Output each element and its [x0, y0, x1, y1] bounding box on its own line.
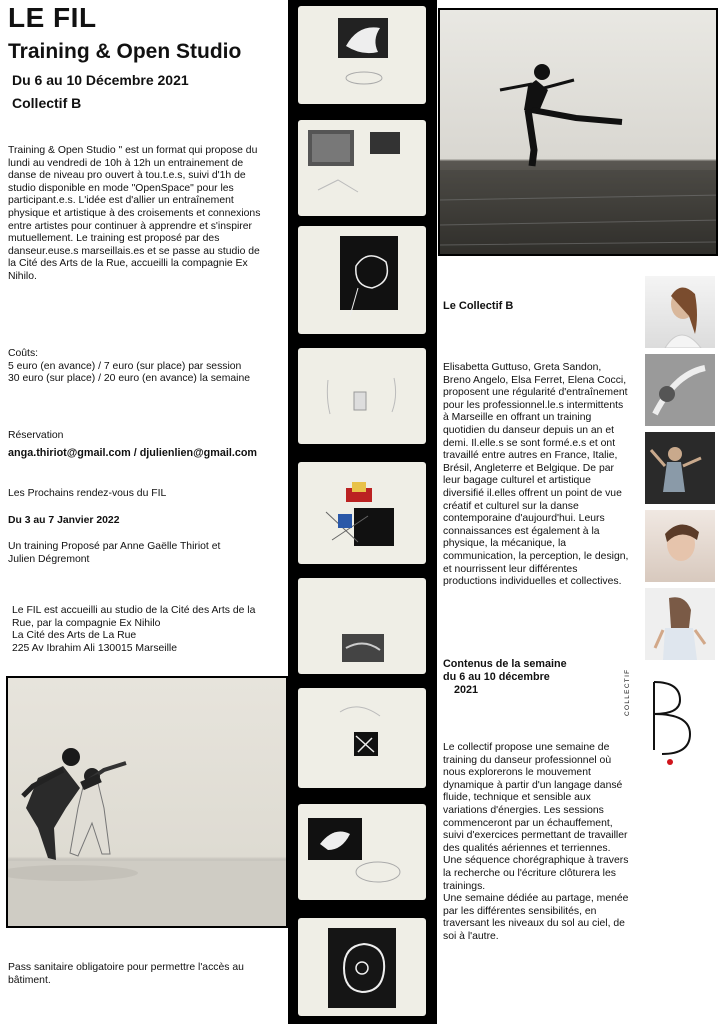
paper-sketch-icon	[298, 348, 426, 444]
intro-line: la Cité des Arts de la Rue, accueilli la compagnie Ex	[8, 258, 248, 270]
ink-drawing-icon	[298, 688, 426, 788]
dancers-figure	[8, 678, 288, 928]
collectif-line: travaillé entre autres en France, Italie,	[443, 450, 618, 462]
dancer-silhouette	[440, 10, 718, 256]
intro-line: Nihilo.	[8, 270, 37, 282]
intro-line: lundi au vendredi de 10h à 12h un entrainement de	[8, 157, 244, 169]
collectif-line: proposent une régularité d'entraînement	[443, 387, 628, 399]
film-frame	[298, 804, 426, 900]
portrait-figure	[645, 588, 715, 660]
intro-line: Training & Open Studio " est un format qui propose du	[8, 145, 258, 156]
collectif-line: productions individuelles et collectives.	[443, 576, 622, 588]
intro-line: entre artistes pour continuer à apprendre et s'inspirer	[8, 220, 252, 232]
collectif-line: communication, la perception, le design,	[443, 550, 629, 562]
intro-line: danse de niveau pro ouvert à tou.t.e.s, suivi d'1h de	[8, 170, 246, 182]
next-trainers	[8, 541, 286, 566]
reservation-heading: Réservation	[8, 430, 64, 441]
member-photo	[645, 276, 715, 348]
contenus-line: traversant les niveaux du sol au ciel, de	[443, 918, 625, 930]
film-frame	[298, 578, 426, 674]
contenus-line: variations d'énergies. Les sessions	[443, 804, 604, 816]
shell-sketch-icon	[298, 6, 426, 104]
costs-heading: Coûts:	[8, 348, 39, 359]
contenus-line: fluide, technique et sensible aux	[443, 792, 591, 804]
contenus-line: Une séquence chorégraphique à travers	[443, 855, 629, 867]
flower-sketch-icon	[298, 804, 426, 900]
collectif-line: Brésil, Angleterre et Belgique. De par	[443, 462, 614, 474]
intro-line: mutuellement. Le training est proposé par des	[8, 233, 220, 245]
health-pass-line: Pass sanitaire obligatoire pour permettre l'accès au	[8, 962, 244, 973]
health-pass-line: bâtiment.	[8, 974, 51, 986]
intro-paragraph	[8, 145, 286, 284]
collectif-heading: Le Collectif B	[443, 300, 514, 312]
film-frame	[298, 226, 426, 334]
intro-line: physique et artistique à des croisements et connexions	[8, 207, 261, 219]
portrait-figure	[645, 354, 715, 426]
venue-info	[12, 605, 286, 655]
costs-line: 30 euro (sur place) / 20 euro (en avance) la semaine	[8, 373, 251, 385]
collectif-line: Breno Angelo, Elsa Ferret, Elena Cocci,	[443, 374, 627, 386]
abstract-shape-icon	[298, 226, 426, 334]
portrait-figure	[645, 510, 715, 582]
portrait-figure	[645, 276, 715, 348]
contenus-line: Une semaine dédiée au partage, menée	[443, 893, 629, 905]
contenus-line: des qualités aériennes et terriennes.	[443, 842, 611, 854]
member-photo	[645, 588, 715, 660]
collectif-line: créatif et culturel sur la danse	[443, 500, 579, 512]
page-title: LE FIL	[8, 2, 97, 33]
contenus-heading-line: du 6 au 10 décembre	[443, 671, 550, 683]
duo-dance-photo	[6, 676, 288, 928]
venue-line: Le FIL est accueilli au studio de la Cité des Arts de la	[12, 605, 256, 616]
contenus-heading-line: 2021	[454, 684, 479, 696]
ring-shape-icon	[298, 918, 426, 1016]
collectif-line: diversifié il.elles offrent un point de vue	[443, 487, 622, 499]
contenus-heading	[443, 658, 567, 697]
health-pass-notice	[8, 962, 286, 987]
next-trainers-line: Julien Dégremont	[8, 553, 90, 565]
member-photo	[645, 510, 715, 582]
venue-line: La Cité des Arts de La Rue	[12, 630, 137, 642]
contenus-description	[443, 742, 643, 944]
film-frame	[298, 462, 426, 564]
solo-dancer-photo	[438, 8, 718, 256]
logo-text: COLLECTIF	[624, 668, 631, 716]
collectif-line: quotidien du danseur depuis un an et	[443, 424, 615, 436]
feather-photo-icon	[298, 578, 426, 674]
venue-line: Rue, par la compagnie Ex Nihilo	[12, 617, 161, 629]
next-dates-heading: Les Prochains rendez-vous du FIL	[8, 488, 167, 499]
collectif-line: physique, la mécanique, la	[443, 538, 567, 550]
film-strip	[288, 0, 437, 1024]
collectif-description	[443, 362, 643, 589]
contenus-line: suivi d'exercices permettant de travailler	[443, 830, 628, 842]
contenus-line: nous explorerons le mouvement	[443, 767, 591, 779]
film-frame	[298, 120, 426, 216]
film-frame	[298, 688, 426, 788]
member-photo	[645, 354, 715, 426]
reservation-emails[interactable]: anga.thiriot@gmail.com / djulienlien@gmail.com	[8, 446, 258, 459]
intro-line: danseur.euse.s marseillais.es et se passe au studio de	[8, 245, 260, 257]
reservation-section	[8, 430, 293, 459]
collectif-line: demi. Il.elle.s se sont formé.e.s et ont	[443, 437, 616, 449]
contenus-line: par les différentes sensibilités, en	[443, 905, 597, 917]
event-dates: Du 6 au 10 Décembre 2021	[12, 72, 189, 88]
next-trainers-line: Un training Proposé par Anne Gaëlle Thiriot et	[8, 541, 221, 552]
film-frame	[298, 918, 426, 1016]
colorful-collage-icon	[298, 462, 426, 564]
collectif-line: connaissances est également à la	[443, 525, 600, 537]
next-dates: Du 3 au 7 Janvier 2022	[8, 515, 120, 526]
film-frame	[298, 348, 426, 444]
collectif-line: à Marseille en offrant un training	[443, 412, 592, 424]
texture-collage-icon	[298, 120, 426, 216]
page-subtitle: Training & Open Studio	[8, 40, 242, 63]
contenus-line: soi à l'autre.	[443, 930, 499, 942]
collectif-line: pour les professionnel.le.s intermittents	[443, 399, 624, 411]
intro-line: studio disponible en mode "OpenSpace" pour les	[8, 182, 234, 194]
contenus-heading-line: Contenus de la semaine	[443, 658, 567, 670]
contenus-line: dynamique à partir d'un langage dansé	[443, 779, 623, 791]
collectif-line: Elisabetta Guttuso, Greta Sandon,	[443, 362, 602, 373]
collectif-line: et nourrissent leur différentes	[443, 563, 578, 575]
contenus-line: commenceront par un échauffement,	[443, 817, 613, 829]
collectif-name: Collectif B	[12, 95, 82, 111]
venue-line: 225 Av Ibrahim Ali 130015 Marseille	[12, 642, 178, 654]
collectif-line: leur bagage culturel et artistique	[443, 475, 591, 487]
costs-section	[8, 348, 286, 386]
film-frame	[298, 6, 426, 104]
contenus-line: la recherche ou l'écriture clôturera les	[443, 867, 616, 879]
contenus-line: Le collectif propose une semaine de	[443, 742, 610, 753]
intro-line: participant.e.s. L'idée est d'allier un entraînement	[8, 195, 234, 207]
contenus-line: trainings.	[443, 880, 486, 892]
member-photo	[645, 432, 715, 504]
contenus-line: training du danseur professionnel où	[443, 754, 612, 766]
portrait-figure	[645, 432, 715, 504]
costs-line: 5 euro (en avance) / 7 euro (sur place) par session	[8, 360, 242, 372]
collectif-line: contemporaine d'aujourd'hui. Leurs	[443, 513, 605, 525]
